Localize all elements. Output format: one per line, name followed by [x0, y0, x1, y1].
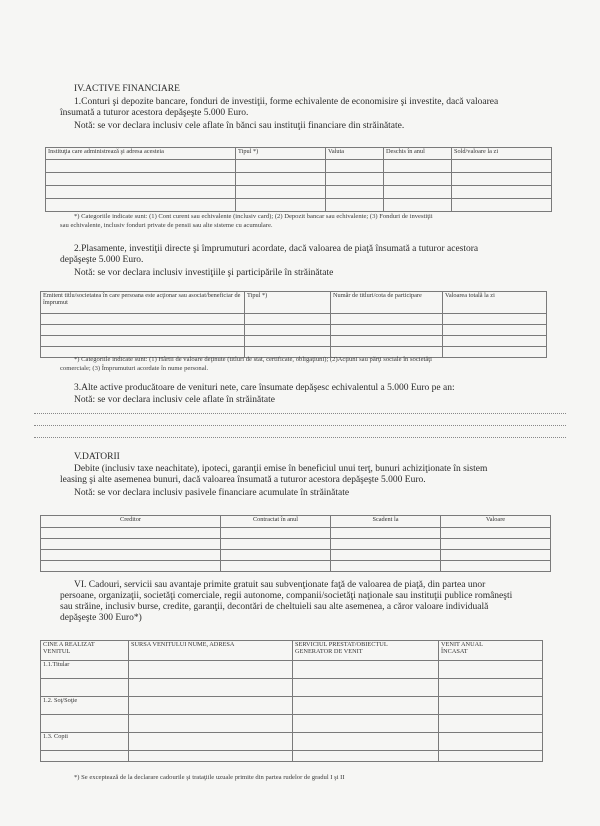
table-row	[41, 539, 551, 550]
section-iv-note3: Notă: se vor declara inclusiv cele aflate în străinătate	[74, 395, 275, 405]
section-iv-para1-line1: 1.Conturi şi depozite bancare, fonduri de investiţii, forme echivalente de economisire şi investite, dacă valoarea	[74, 97, 499, 107]
table-row	[46, 173, 552, 186]
col-header: Tipul *)	[245, 292, 331, 314]
table-row	[46, 186, 552, 199]
col-header: Valoare	[441, 516, 551, 528]
col-header: Scadent la	[331, 516, 441, 528]
section-iv-footnote1-line1: *) Categoriile indicate sunt: (1) Cont curent sau echivalente (inclusiv card); (2) Depozit bancar sau echivalente; (3) Fonduri de investiţii	[74, 213, 433, 220]
bank-accounts-table	[45, 147, 552, 212]
col-header-income: VENIT ANUAL ÎNCASAT	[439, 641, 543, 661]
section-v-para-line2: leasing şi alte asemenea bunuri, dacă valoarea însumată a tuturor acestora depăşeşte 5.000 Euro.	[60, 475, 426, 485]
col-header: Emitent titlu/societatea în care persoana este acţionar sau asociat/beneficiar de împrumut	[41, 292, 245, 314]
table-header-row	[41, 292, 547, 314]
table-row	[41, 336, 547, 347]
table-row	[41, 325, 547, 336]
col-header: Contractat în anul	[221, 516, 331, 528]
section-v-title: V.DATORII	[74, 452, 120, 462]
row-label-spouse: 1.2. Soţ/Soţie	[41, 697, 129, 715]
section-vi-para-line2: persoane, organizaţii, societăţi comerciale, regii autonome, companii/societăţi naţionale sau instituţii publice româneşti	[60, 591, 513, 601]
table-row	[41, 314, 547, 325]
section-iv-para2-line1: 2.Plasamente, investiţii directe şi împrumuturi acordate, dacă valoarea de piaţă însumată a tuturor acestora	[74, 244, 479, 254]
table-row	[41, 697, 543, 715]
col-header-who: CINE A REALIZAT VENITUL	[41, 641, 129, 661]
section-vi-para-line3: sau străine, inclusiv burse, credite, garanţii, decontări de cheltuieli sau alte asemenea, a căror valoare individuală	[60, 602, 489, 612]
table-header-row	[46, 148, 552, 160]
col-header: Creditor	[41, 516, 221, 528]
section-iv-title: IV.ACTIVE FINANCIARE	[74, 84, 180, 94]
section-iv-footnote2-line2: comerciale; (3) Împrumuturi acordate în nume personal.	[60, 365, 209, 372]
table-row	[41, 679, 543, 697]
col-header-source: SURSA VENITULUI NUME, ADRESA	[129, 641, 293, 661]
col-header: Sold/valoare la zi	[452, 148, 552, 160]
table-row	[41, 751, 543, 762]
table-row	[41, 550, 551, 561]
section-iv-note2: Notă: se vor declara inclusiv investiţiile şi participările în străinătate	[74, 268, 334, 278]
table-header-row	[41, 516, 551, 528]
table-row	[41, 561, 551, 572]
col-header: Tipul *)	[236, 148, 326, 160]
gifts-table	[40, 640, 543, 762]
dotted-line	[34, 413, 566, 414]
table-row	[41, 661, 543, 679]
section-iv-para1-line2: însumată a tuturor acestora depăşeşte 5.000 Euro.	[60, 108, 249, 118]
col-header: Număr de titluri/cota de participare	[331, 292, 443, 314]
section-iv-para2-line2: depăşeşte 5.000 Euro.	[60, 255, 144, 265]
dotted-line	[34, 425, 566, 426]
col-header: Deschis în anul	[384, 148, 452, 160]
section-v-note: Notă: se vor declara inclusiv pasivele financiare acumulate în străinătate	[74, 488, 350, 498]
col-header: Valoarea totală la zi	[443, 292, 547, 314]
section-iv-footnote1-line2: sau echivalente, inclusiv fonduri private de pensii sau alte sisteme cu acumulare.	[60, 222, 273, 229]
col-header: Instituţia care administrează şi adresa acesteia	[46, 148, 236, 160]
table-row	[41, 733, 543, 751]
section-vi-footnote: *) Se exceptează de la declarare cadourile şi trataţiile uzuale primite din partea rudelor de gradul I şi II	[74, 774, 345, 781]
row-label-titular: 1.1.Titular	[41, 661, 129, 679]
table-row	[46, 160, 552, 173]
col-header: Valuta	[326, 148, 384, 160]
investments-table	[40, 291, 547, 358]
row-label-children: 1.3. Copii	[41, 733, 129, 751]
dotted-line	[34, 437, 566, 438]
section-v-para-line1: Debite (inclusiv taxe neachitate), ipoteci, garanţii emise în beneficiul unui terţ, bunuri achiziţionate în sistem	[74, 464, 488, 474]
table-row	[41, 715, 543, 733]
section-vi-para-line4: depăşeşte 300 Euro*)	[60, 613, 142, 623]
section-vi-para-line1: VI. Cadouri, servicii sau avantaje primite gratuit sau subvenţionate faţă de valoarea de piaţă, din partea unor	[74, 580, 486, 590]
table-row	[46, 199, 552, 212]
section-iv-footnote2-line1: *) Categoriile indicate sunt: (1) Hârtii de valoare deţinute (titluri de stat, certificate, obligaţiuni); (2)Acţiuni sau părţi sociale în societăţi	[74, 356, 432, 363]
table-row	[41, 528, 551, 539]
col-header-service: SERVICIUL PRESTAT/OBIECTUL GENERATOR DE VENIT	[293, 641, 439, 661]
debts-table	[40, 515, 551, 572]
table-header-row	[41, 641, 543, 661]
section-iv-note1: Notă: se vor declara inclusiv cele aflate în bănci sau instituţii financiare din străinătate.	[74, 121, 405, 131]
section-iv-para3: 3.Alte active producătoare de venituri nete, care însumate depăşesc echivalentul a 5.000 Euro pe an:	[74, 383, 455, 393]
